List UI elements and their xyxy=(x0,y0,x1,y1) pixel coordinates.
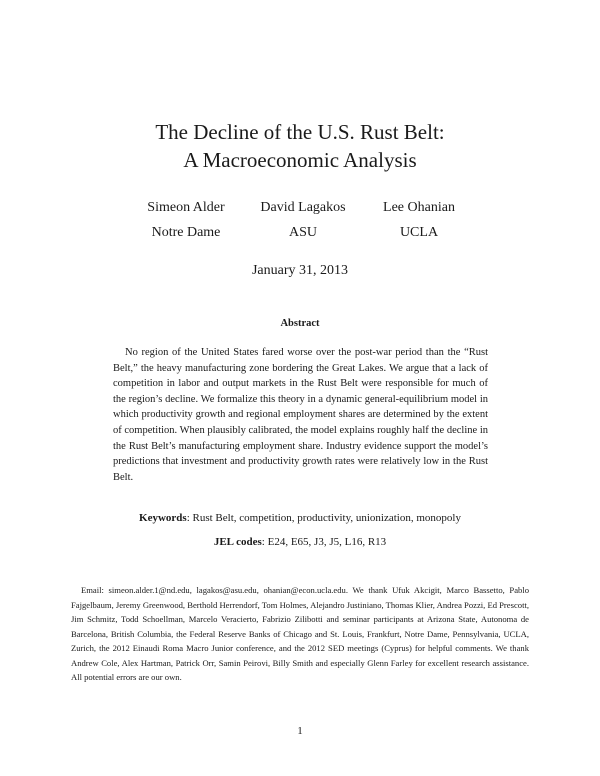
author-block xyxy=(0,200,600,240)
title-line-1: The Decline of the U.S. Rust Belt: xyxy=(155,120,445,144)
title-line-2: A Macroeconomic Analysis xyxy=(183,148,417,172)
jel-text: : E24, E65, J3, J5, L16, R13 xyxy=(261,536,387,548)
author-affiliation: ASU xyxy=(288,225,317,240)
jel-label: JEL codes xyxy=(213,536,262,548)
acknowledgement-footnote: Email: simeon.alder.1@nd.edu, lagakos@asu.edu, ohanian@econ.ucla.edu. We thank Ufuk Akcigit, Marco Bassetto, Pablo Fajgelbaum, Jeremy Greenwood, Berthold Herrendorf, Tom Holmes, Alejandro Justiniano, Thomas Klier, Andrea Pozzi, Ed Prescott, Jim Schmitz, Todd Schoellman, Marcelo Veracierto, Fabrizio Zilibotti and seminar participants at Arizona State, Autonoma de Barcelona, British Columbia, the Federal Reserve Banks of Chicago and St. Louis, Frankfurt, Notre Dame, Pennsylvania, UCLA, Zurich, the 2012 Einaudi Roma Macro Junior conference, and the 2012 SED meetings (Cyprus) for helpful comments. We thank Andrew Cole, Alex Hartman, Patrick Orr, Samin Peirovi, Billy Smith and especially Glenn Farley for excellent research assistance. All potential errors are our own. xyxy=(71,585,529,682)
abstract-text: No region of the United States fared worse over the post-war period than the “Rust Belt,” the heavy manufacturing zone bordering the Great Lakes. We argue that a lack of competition in labor and output markets in the Rust Belt were responsible for much of the region’s decline. We formalize this theory in a dynamic general-equilibrium model in which productivity growth and regional employment shares are determined by the extent of competition. When plausibly calibrated, the model explains roughly half the decline in the Rust Belt’s manufacturing employment share. Industry evidence support the model’s predictions that investment and productivity growth rates were relatively low in the Rust Belt. xyxy=(113,347,488,483)
keywords-text: : Rust Belt, competition, productivity, unionization, monopoly xyxy=(186,512,461,524)
author-affiliation: Notre Dame xyxy=(151,225,221,240)
author-name: Lee Ohanian xyxy=(383,200,455,215)
author-name: Simeon Alder xyxy=(147,200,225,215)
abstract-heading: Abstract xyxy=(280,318,320,329)
keywords-label: Keywords xyxy=(139,512,187,524)
jel-codes-line xyxy=(0,536,600,548)
author-3 xyxy=(349,200,489,241)
author-affiliation: UCLA xyxy=(399,225,439,240)
page-number: 1 xyxy=(297,725,303,737)
paper-date: January 31, 2013 xyxy=(251,263,349,278)
author-name: David Lagakos xyxy=(260,200,346,215)
paper-title xyxy=(0,118,600,174)
keywords-line xyxy=(0,512,600,524)
